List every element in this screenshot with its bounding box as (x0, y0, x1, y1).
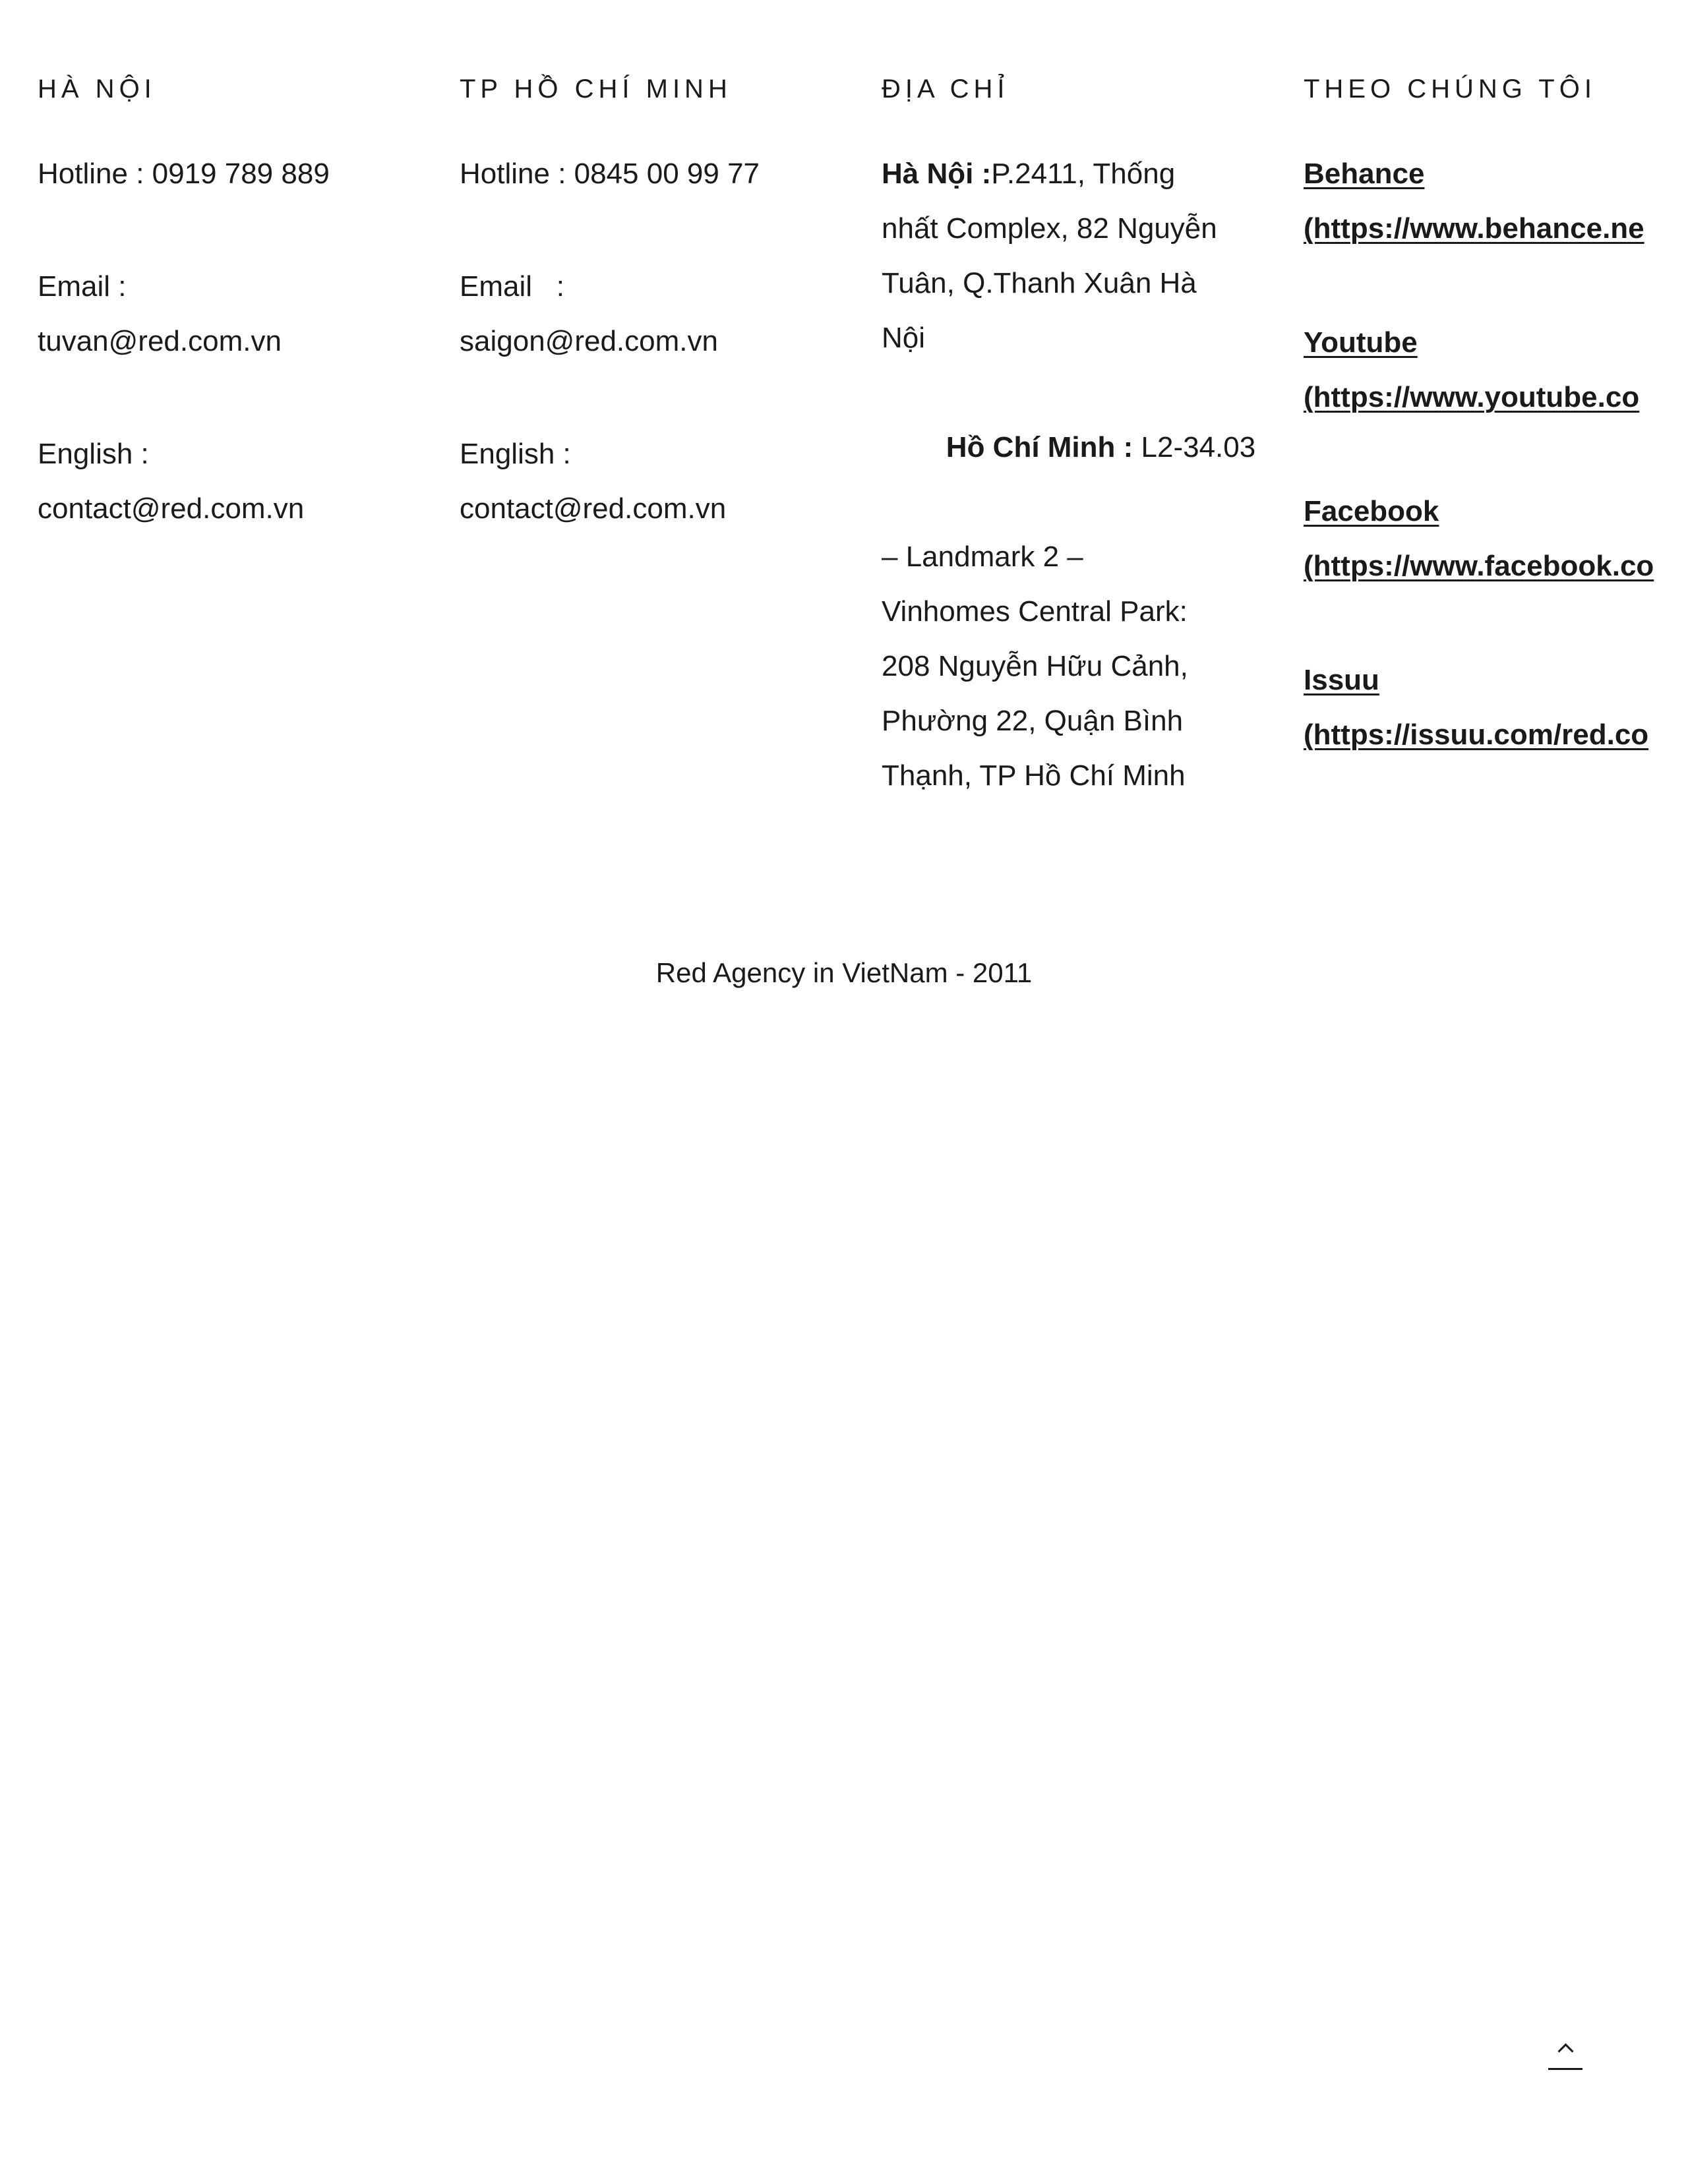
follow-heading: THEO CHÚNG TÔI (1304, 74, 1596, 103)
address-hanoi-label: Hà Nội : (882, 158, 992, 190)
hcm-email: saigon@red.com.vn (460, 325, 718, 357)
hanoi-english-label: English : (38, 438, 149, 470)
hcm-hotline: Hotline : 0845 00 99 77 (460, 158, 760, 190)
footer-column-address (882, 73, 1256, 803)
address-hcm-line: L2-34.03 (1133, 431, 1256, 463)
hcm-heading: TP HỒ CHÍ MINH (460, 74, 732, 103)
address-hcm-line: Thạnh, TP Hồ Chí Minh (882, 759, 1186, 792)
footer-column-hcm (460, 73, 829, 594)
address-hcm-line: Vinhomes Central Park: (882, 595, 1188, 628)
hanoi-heading: HÀ NỘI (38, 74, 156, 103)
hcm-email-label: Email : (460, 270, 564, 303)
hanoi-email: tuvan@red.com.vn (38, 325, 282, 357)
hcm-english-label: English : (460, 438, 571, 470)
footer-column-hanoi (38, 73, 407, 594)
social-link-youtube[interactable] (1304, 315, 1686, 425)
issuu-link-url[interactable]: (https://issuu.com/red.co (1304, 719, 1649, 751)
address-hcm-line: – Landmark 2 – (882, 541, 1083, 573)
behance-link-name[interactable]: Behance (1304, 158, 1425, 190)
facebook-link-name[interactable]: Facebook (1304, 495, 1439, 527)
footer-column-follow (1304, 73, 1686, 821)
social-link-facebook[interactable] (1304, 484, 1686, 593)
address-hanoi-line: Tuân, Q.Thanh Xuân Hà (882, 267, 1197, 299)
youtube-link-url[interactable]: (https://www.youtube.co (1304, 381, 1640, 413)
issuu-link-name[interactable]: Issuu (1304, 664, 1379, 696)
social-link-behance[interactable] (1304, 146, 1686, 256)
hcm-english-email: contact@red.com.vn (460, 492, 727, 525)
address-heading: ĐỊA CHỈ (882, 74, 1010, 103)
back-to-top-button[interactable] (1548, 2040, 1582, 2071)
address-hanoi-line: Nội (882, 322, 926, 354)
address-hcm-line: 208 Nguyễn Hữu Cảnh, (882, 650, 1188, 682)
underline-bar (1548, 2068, 1582, 2070)
facebook-link-url[interactable]: (https://www.facebook.co (1304, 550, 1654, 582)
chevron-up-icon (1557, 2043, 1573, 2059)
behance-link-url[interactable]: (https://www.behance.ne (1304, 212, 1644, 245)
youtube-link-name[interactable]: Youtube (1304, 326, 1418, 359)
hanoi-hotline: Hotline : 0919 789 889 (38, 158, 330, 190)
social-link-issuu[interactable] (1304, 653, 1686, 762)
address-text (882, 146, 1256, 803)
hanoi-english-email: contact@red.com.vn (38, 492, 305, 525)
social-links (1304, 146, 1686, 762)
address-hcm-label: Hồ Chí Minh : (946, 431, 1133, 463)
address-hcm-line: Phường 22, Quận Bình (882, 705, 1184, 737)
hanoi-email-label: Email : (38, 270, 127, 303)
address-hanoi-line: P.2411, Thống (991, 158, 1176, 190)
copyright-text: Red Agency in VietNam - 2011 (655, 957, 1033, 988)
address-hanoi-line: nhất Complex, 82 Nguyễn (882, 212, 1217, 245)
